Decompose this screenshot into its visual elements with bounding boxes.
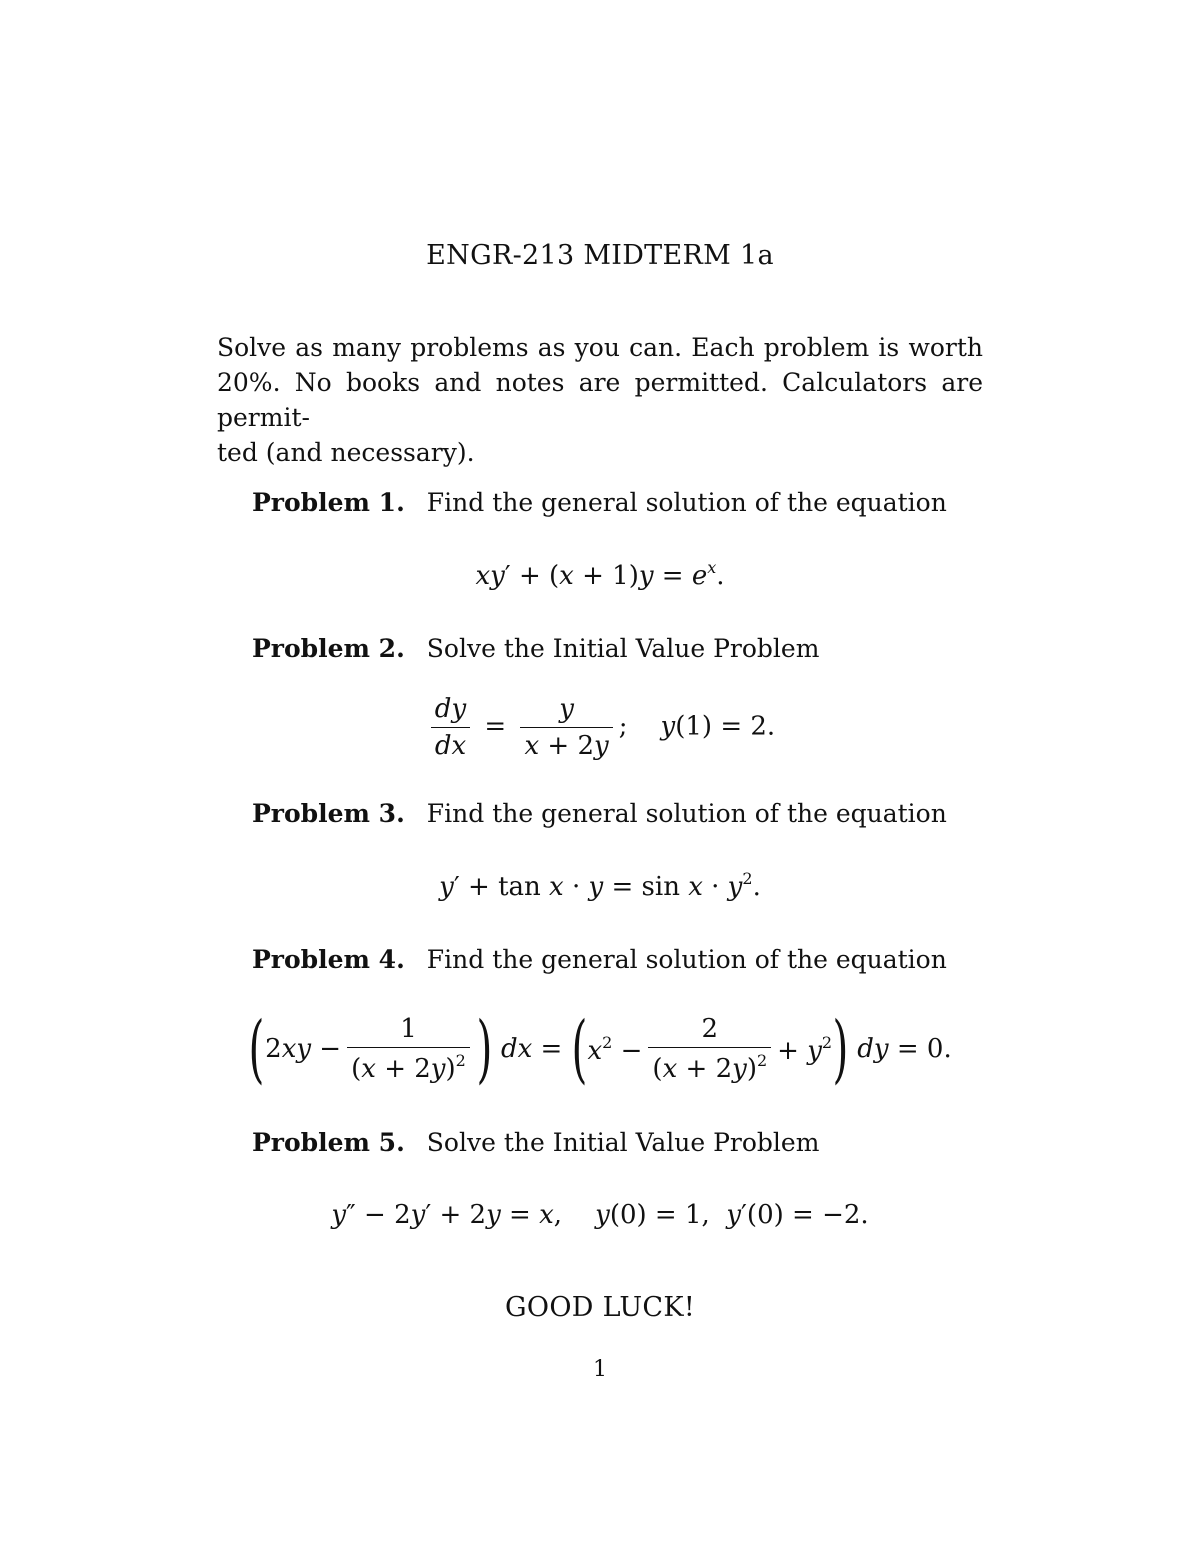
problem-5-equation: y″ − 2y′ + 2y = x, y(0) = 1, y′(0) = −2. [331, 1200, 869, 1230]
problem-3-text: Find the general solution of the equation [426, 799, 947, 828]
instructions-line-1: Solve as many problems as you can. Each problem is worth [217, 333, 983, 362]
problem-1-text: Find the general solution of the equation [426, 488, 947, 517]
problem-2-text: Solve the Initial Value Problem [426, 634, 820, 663]
problem-3-label: Problem 3. [252, 799, 405, 828]
instructions [217, 330, 983, 470]
problem-3 [252, 799, 947, 828]
problem-1 [252, 488, 947, 517]
problem-2-equation: $\frac{dy}{dx}$ = $\frac{y}{x + 2y}$ ; y(1) = 2. [0, 694, 1200, 761]
problem-4-text: Find the general solution of the equation [426, 945, 947, 974]
problem-3-equation: $y' + \tan x \cdot y = \sin x \cdot y^2$. [439, 869, 761, 902]
problem-4 [252, 945, 947, 974]
problem-4-equation: (2xy − $\frac{1}{(x + 2y)^2}$ ) dx = ($x^2$ − $\frac{2}{(x + 2y)^2}$ + $y^2$) dy = 0. [248, 1006, 952, 1092]
problem-1-equation: $xy' + (x + 1)y = e^x$. [475, 558, 725, 591]
problem-2-label: Problem 2. [252, 634, 405, 663]
exam-title: ENGR-213 MIDTERM 1a [426, 240, 774, 271]
instructions-line-3: ted (and necessary). [217, 438, 475, 467]
problem-4-label: Problem 4. [252, 945, 405, 974]
problem-1-label: Problem 1. [252, 488, 405, 517]
problem-5-text: Solve the Initial Value Problem [426, 1128, 820, 1157]
problem-2 [252, 634, 819, 663]
closing-message: GOOD LUCK! [505, 1292, 695, 1323]
problem-5 [252, 1128, 819, 1157]
instructions-line-2: 20%. No books and notes are permitted. Calculators are permit- [217, 368, 983, 432]
page-number: 1 [593, 1357, 607, 1382]
problem-5-label: Problem 5. [252, 1128, 405, 1157]
